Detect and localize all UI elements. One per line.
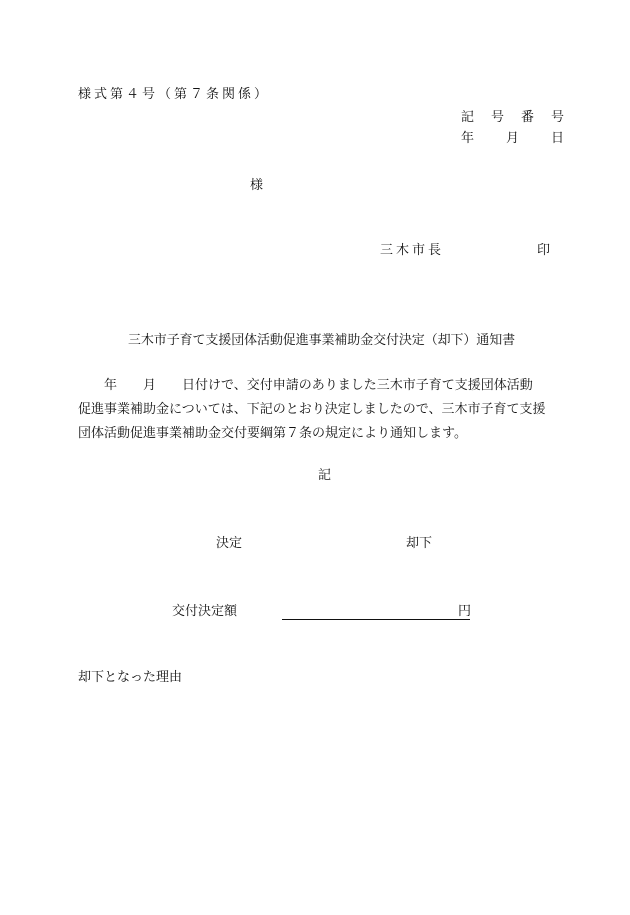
record-number: 記 号 番 号: [461, 110, 567, 125]
issuer-name: 三木市長: [380, 243, 445, 258]
body-line-2: 促進事業補助金については、下記のとおり決定しましたので、三木市子育て支援: [78, 402, 546, 417]
issuer-seal: 印: [537, 243, 551, 258]
body-paragraph: [78, 374, 578, 446]
addressee-suffix: 様: [250, 178, 264, 193]
rejection-reason-label: 却下となった理由: [78, 670, 183, 685]
form-label: 様式第４号（第７条関係）: [78, 87, 271, 102]
body-line-3: 団体活動促進事業補助金交付要綱第７条の規定により通知します。: [78, 426, 467, 441]
date-line: 年 月 日: [461, 131, 567, 146]
amount-label: 交付決定額: [172, 604, 238, 619]
amount-field: [282, 605, 470, 620]
document-title: 三木市子育て支援団体活動促進事業補助金交付決定（却下）通知書: [128, 333, 516, 348]
ki-heading: 記: [318, 468, 332, 483]
body-line-1: 年 月 日付けで、交付申請のありました三木市子育て支援団体活動: [78, 378, 533, 393]
option-rejection: 却下: [406, 536, 433, 551]
option-decision: 決定: [216, 536, 243, 551]
amount-unit: 円: [458, 604, 472, 619]
